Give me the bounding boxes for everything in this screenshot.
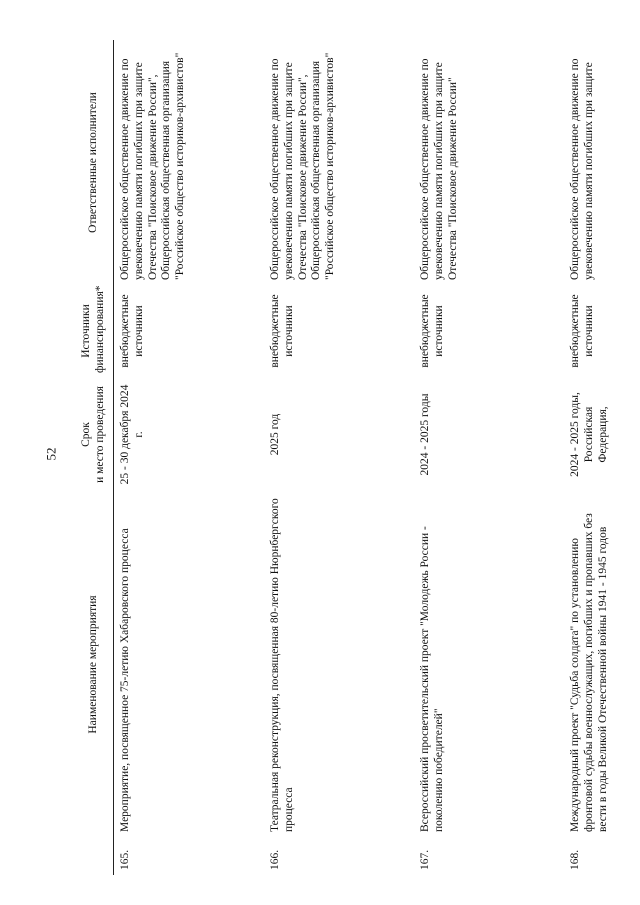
- header-term-line1: Срок: [80, 422, 93, 447]
- row-term: 2024 - 2025 годы: [419, 393, 431, 476]
- row-number: 168.: [569, 849, 581, 870]
- row-number: 167.: [419, 849, 431, 870]
- document-table-rotated: [75, 40, 609, 875]
- table-header-row: [75, 40, 114, 875]
- row-executors: Общероссийское общественное движение по увековечению памяти погибших при защите: [569, 58, 595, 280]
- row-source: внебюджетные источники: [119, 294, 145, 368]
- row-name: Всероссийский просветительский проект "Молодежь России - поколению победителей": [419, 526, 445, 832]
- header-executors: Ответственные исполнители: [75, 40, 114, 285]
- row-source: внебюджетные источники: [269, 294, 295, 368]
- header-term-line2: и место проведения: [94, 386, 106, 483]
- row-executors: Общероссийское общественное движение по увековечению памяти погибших при защите Отечества "Поисковое движение России", Общероссийская общественная организация "Российское общество историков-архивистов": [269, 52, 337, 280]
- table-row: [114, 40, 265, 875]
- row-term: 2025 год: [269, 413, 281, 456]
- header-name: Наименование мероприятия: [75, 492, 114, 837]
- row-source: внебюджетные источники: [419, 294, 445, 368]
- header-source-line1: Источники: [80, 304, 93, 358]
- row-number: 166.: [269, 849, 281, 870]
- header-source-line2: финансирования*: [94, 285, 106, 373]
- row-executors: Общероссийское общественное движение по увековечению памяти погибших при защите Отечества "Поисковое движение России", Общероссийская общественная организация "Российское общество историков-архивистов": [119, 52, 187, 280]
- events-table: [75, 40, 640, 875]
- table-row: [264, 40, 414, 875]
- row-executors: Общероссийское общественное движение по увековечению памяти погибших при защите Отечества "Поисковое движение России": [419, 58, 459, 280]
- row-name: Театральная реконструкция, посвященная 80-летию Нюрнбергского процесса: [269, 498, 295, 832]
- page-number-text: 52: [43, 447, 58, 461]
- row-term: 2024 - 2025 годы, Российская Федерация,: [569, 392, 609, 477]
- row-source: внебюджетные источники: [569, 294, 595, 368]
- table-row: [564, 40, 640, 875]
- header-source: [75, 285, 114, 377]
- row-number: 165.: [119, 849, 131, 870]
- table-row: [414, 40, 564, 875]
- header-term: [75, 377, 114, 492]
- row-term: 25 - 30 декабря 2024 г.: [119, 384, 145, 485]
- row-name: Международный проект "Судьба солдата" по установлению фронтовой судьбы военнослужащих, погибших и пропавших без вести в годы Великой Отечественной войны 1941 - 1945 годов: [569, 513, 609, 832]
- page-number: [41, 444, 61, 464]
- header-number: [75, 837, 114, 875]
- row-name: Мероприятие, посвященное 75-летию Хабаровского процесса: [119, 528, 131, 832]
